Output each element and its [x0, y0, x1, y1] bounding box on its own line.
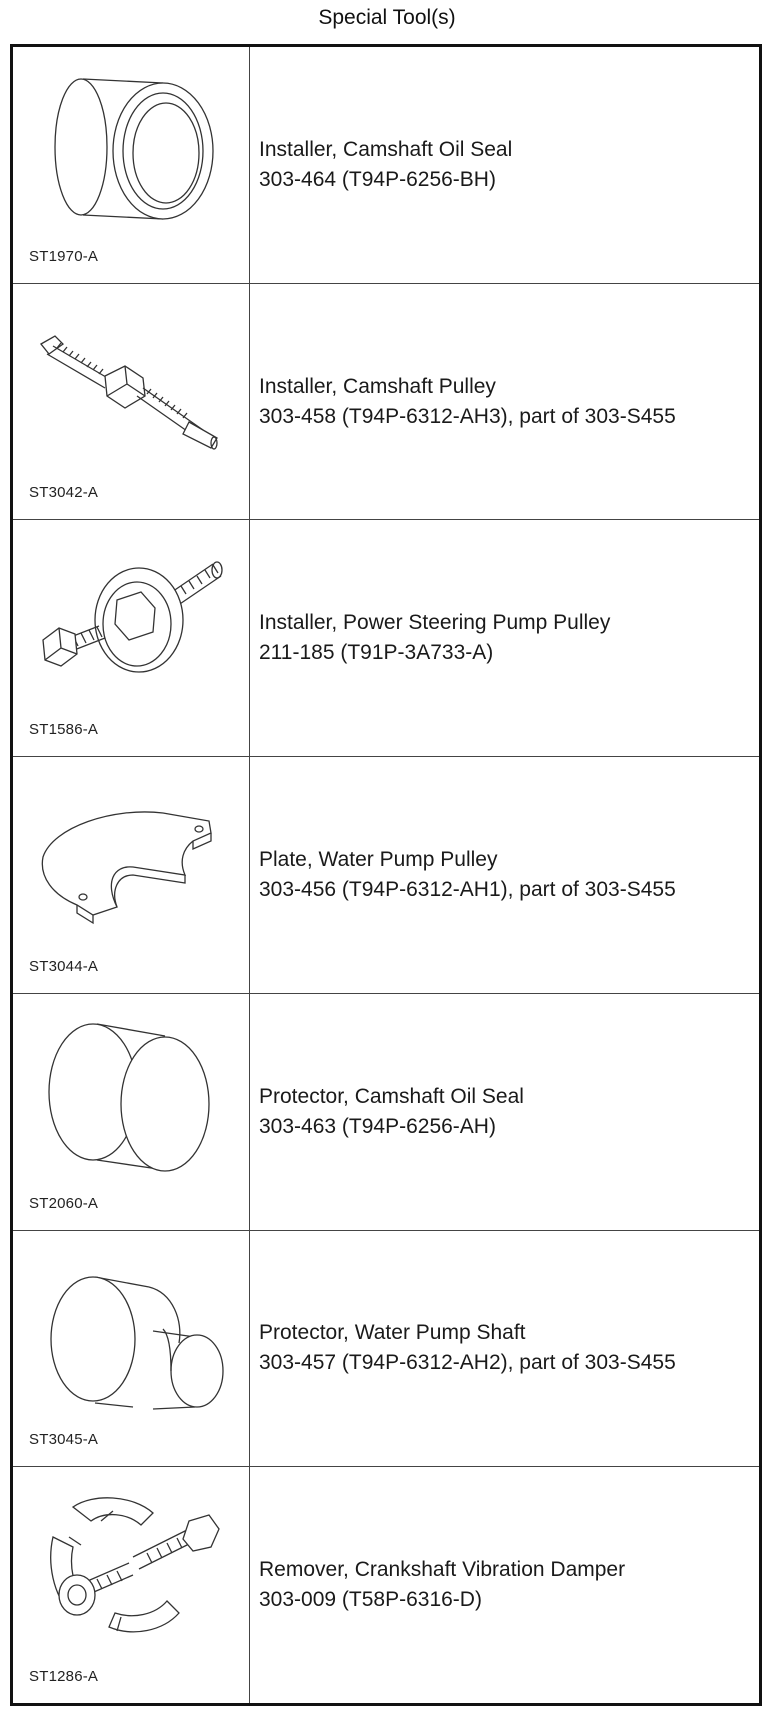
tool-row	[13, 994, 759, 1231]
tool-part-number: 303-457 (T94P-6312-AH2), part of 303-S455	[259, 1351, 676, 1375]
tool-description	[250, 520, 759, 756]
tool-code: ST2060-A	[29, 1194, 99, 1212]
tool-description	[250, 47, 759, 283]
tool-description	[250, 284, 759, 520]
tool-illustration-cell	[13, 520, 250, 756]
special-tools-table	[10, 44, 762, 1706]
tool-name: Protector, Water Pump Shaft	[259, 1321, 526, 1345]
tool-description	[250, 1231, 759, 1467]
tool-description	[250, 757, 759, 993]
tool-part-number: 211-185 (T91P-3A733-A)	[259, 641, 494, 665]
tool-code: ST1970-A	[29, 247, 99, 265]
tool-name: Installer, Camshaft Pulley	[259, 374, 496, 398]
tool-row	[13, 1231, 759, 1468]
tool-name: Installer, Power Steering Pump Pulley	[259, 611, 611, 635]
tool-name: Protector, Camshaft Oil Seal	[259, 1084, 524, 1108]
tool-code: ST3042-A	[29, 484, 99, 502]
tool-illustration-cell	[13, 994, 250, 1230]
tool-illustration-cell	[13, 1231, 250, 1467]
tool-illustration-cell	[13, 757, 250, 993]
tool-description	[250, 1467, 759, 1703]
tool-name: Plate, Water Pump Pulley	[259, 848, 498, 872]
tool-illustration-cell	[13, 284, 250, 520]
tool-code: ST3044-A	[29, 957, 99, 975]
tool-code: ST1286-A	[29, 1668, 99, 1686]
tool-row	[13, 520, 759, 757]
tool-code: ST1586-A	[29, 721, 99, 739]
tool-description	[250, 994, 759, 1230]
tool-part-number: 303-009 (T58P-6316-D)	[259, 1588, 482, 1612]
tool-row	[13, 1467, 759, 1703]
tool-illustration-cell	[13, 47, 250, 283]
page-title: Special Tool(s)	[318, 6, 456, 29]
tool-name: Remover, Crankshaft Vibration Damper	[259, 1558, 626, 1582]
tool-part-number: 303-463 (T94P-6256-AH)	[259, 1114, 496, 1138]
tool-illustration-cell	[13, 1467, 250, 1703]
tool-row	[13, 47, 759, 284]
tool-code: ST3045-A	[29, 1431, 99, 1449]
tool-row	[13, 284, 759, 521]
tool-part-number: 303-458 (T94P-6312-AH3), part of 303-S455	[259, 404, 676, 428]
tool-name: Installer, Camshaft Oil Seal	[259, 137, 513, 161]
tool-part-number: 303-456 (T94P-6312-AH1), part of 303-S455	[259, 878, 676, 902]
tool-part-number: 303-464 (T94P-6256-BH)	[259, 167, 496, 191]
tool-row	[13, 757, 759, 994]
